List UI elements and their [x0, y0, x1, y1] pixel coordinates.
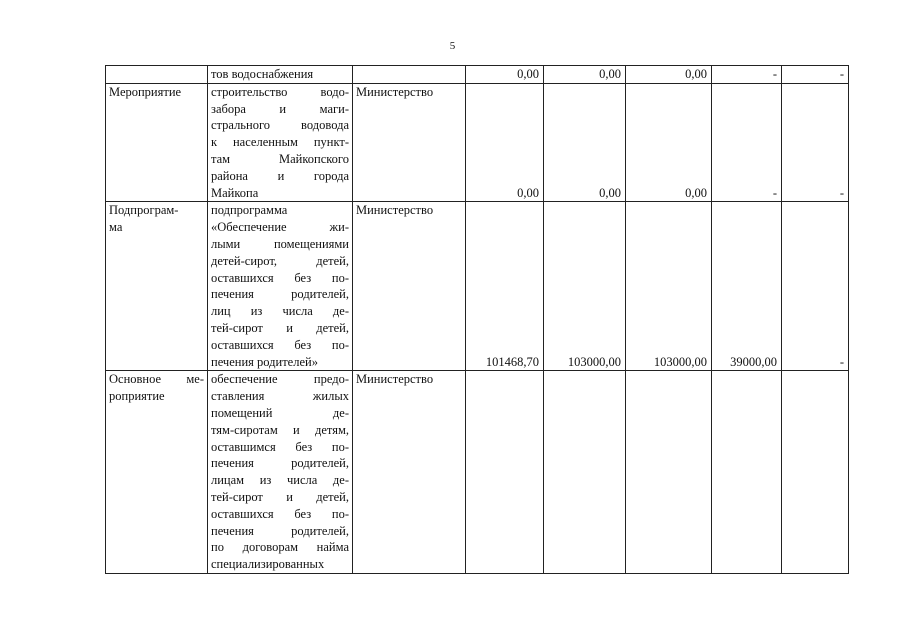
- value-cell: 39000,00: [712, 202, 782, 371]
- row-executor-cell: [353, 66, 466, 84]
- row-type-line: ма: [109, 220, 123, 235]
- value-cell: [712, 371, 782, 574]
- value-cell: 0,00: [466, 66, 544, 84]
- row-name-line: тей-сирот и детей,: [211, 320, 349, 335]
- table-row: [106, 83, 849, 202]
- row-name-line: печения родителей,: [211, 287, 349, 302]
- row-name-line: оставшимся без по-: [211, 439, 349, 454]
- row-name-line: стрального водовода: [211, 118, 349, 133]
- row-type-line: Основное ме-: [109, 372, 204, 387]
- row-name-line: лиц из числа де-: [211, 304, 349, 319]
- row-name-cell: [208, 202, 353, 371]
- row-type-cell: [106, 83, 208, 202]
- row-name-line: «Обеспечение жи-: [211, 220, 349, 235]
- row-name-line: тям-сиротам и детям,: [211, 422, 349, 437]
- value-cell: 0,00: [626, 83, 712, 202]
- row-name-line: обеспечение предо-: [211, 372, 349, 387]
- value-cell: 0,00: [544, 66, 626, 84]
- row-executor-cell: Министерство: [353, 83, 466, 202]
- row-name-line: там Майкопского: [211, 151, 349, 166]
- row-name-cell: [208, 66, 353, 84]
- row-name-line: печения родителей,: [211, 523, 349, 538]
- row-type-line: Подпрограм-: [109, 203, 179, 218]
- row-type-cell: [106, 202, 208, 371]
- row-name-line: оставшихся без по-: [211, 506, 349, 521]
- row-name-cell: [208, 83, 353, 202]
- value-cell: 103000,00: [544, 202, 626, 371]
- row-name-line: забора и маги-: [211, 101, 349, 116]
- value-cell: 0,00: [544, 83, 626, 202]
- row-type-line: Мероприятие: [109, 84, 182, 99]
- row-name-line: лицам из числа де-: [211, 473, 349, 488]
- row-name-line: подпрограмма: [211, 203, 288, 218]
- row-executor-cell: Министерство: [353, 371, 466, 574]
- row-type-line: роприятие: [109, 389, 165, 404]
- table-row: [106, 66, 849, 84]
- row-name-line: печения родителей»: [211, 354, 318, 369]
- row-name-line: строительство водо-: [211, 84, 349, 99]
- row-type-cell: [106, 371, 208, 574]
- value-cell: -: [782, 83, 849, 202]
- row-name-line: специализированных: [211, 557, 325, 572]
- value-cell: -: [712, 66, 782, 84]
- row-name-line: Майкопа: [211, 185, 259, 200]
- row-type-cell: [106, 66, 208, 84]
- value-cell: 0,00: [626, 66, 712, 84]
- row-name-cell: [208, 371, 353, 574]
- row-name-line: оставшихся без по-: [211, 337, 349, 352]
- value-cell: -: [782, 202, 849, 371]
- value-cell: 103000,00: [626, 202, 712, 371]
- row-name-line: детей-сирот, детей,: [211, 253, 349, 268]
- value-cell: 0,00: [466, 83, 544, 202]
- row-name-line: ставления жилых: [211, 389, 349, 404]
- row-name-line: печения родителей,: [211, 456, 349, 471]
- value-cell: [626, 371, 712, 574]
- value-cell: [782, 371, 849, 574]
- row-name-line: лыми помещениями: [211, 236, 349, 251]
- page-number: 5: [449, 40, 456, 52]
- row-name-line: по договорам найма: [211, 540, 349, 555]
- table-row: [106, 202, 849, 371]
- row-executor-cell: Министерство: [353, 202, 466, 371]
- row-name-line: района и города: [211, 168, 349, 183]
- row-name-line: тей-сирот и детей,: [211, 489, 349, 504]
- value-cell: 101468,70: [466, 202, 544, 371]
- value-cell: -: [712, 83, 782, 202]
- row-name-line: тов водоснабжения: [211, 67, 314, 81]
- budget-table: [105, 65, 849, 574]
- row-name-line: к населенным пункт-: [211, 135, 349, 150]
- row-name-line: помещений де-: [211, 405, 349, 420]
- table-row: [106, 371, 849, 574]
- value-cell: [544, 371, 626, 574]
- row-name-line: оставшихся без по-: [211, 270, 349, 285]
- value-cell: -: [782, 66, 849, 84]
- value-cell: [466, 371, 544, 574]
